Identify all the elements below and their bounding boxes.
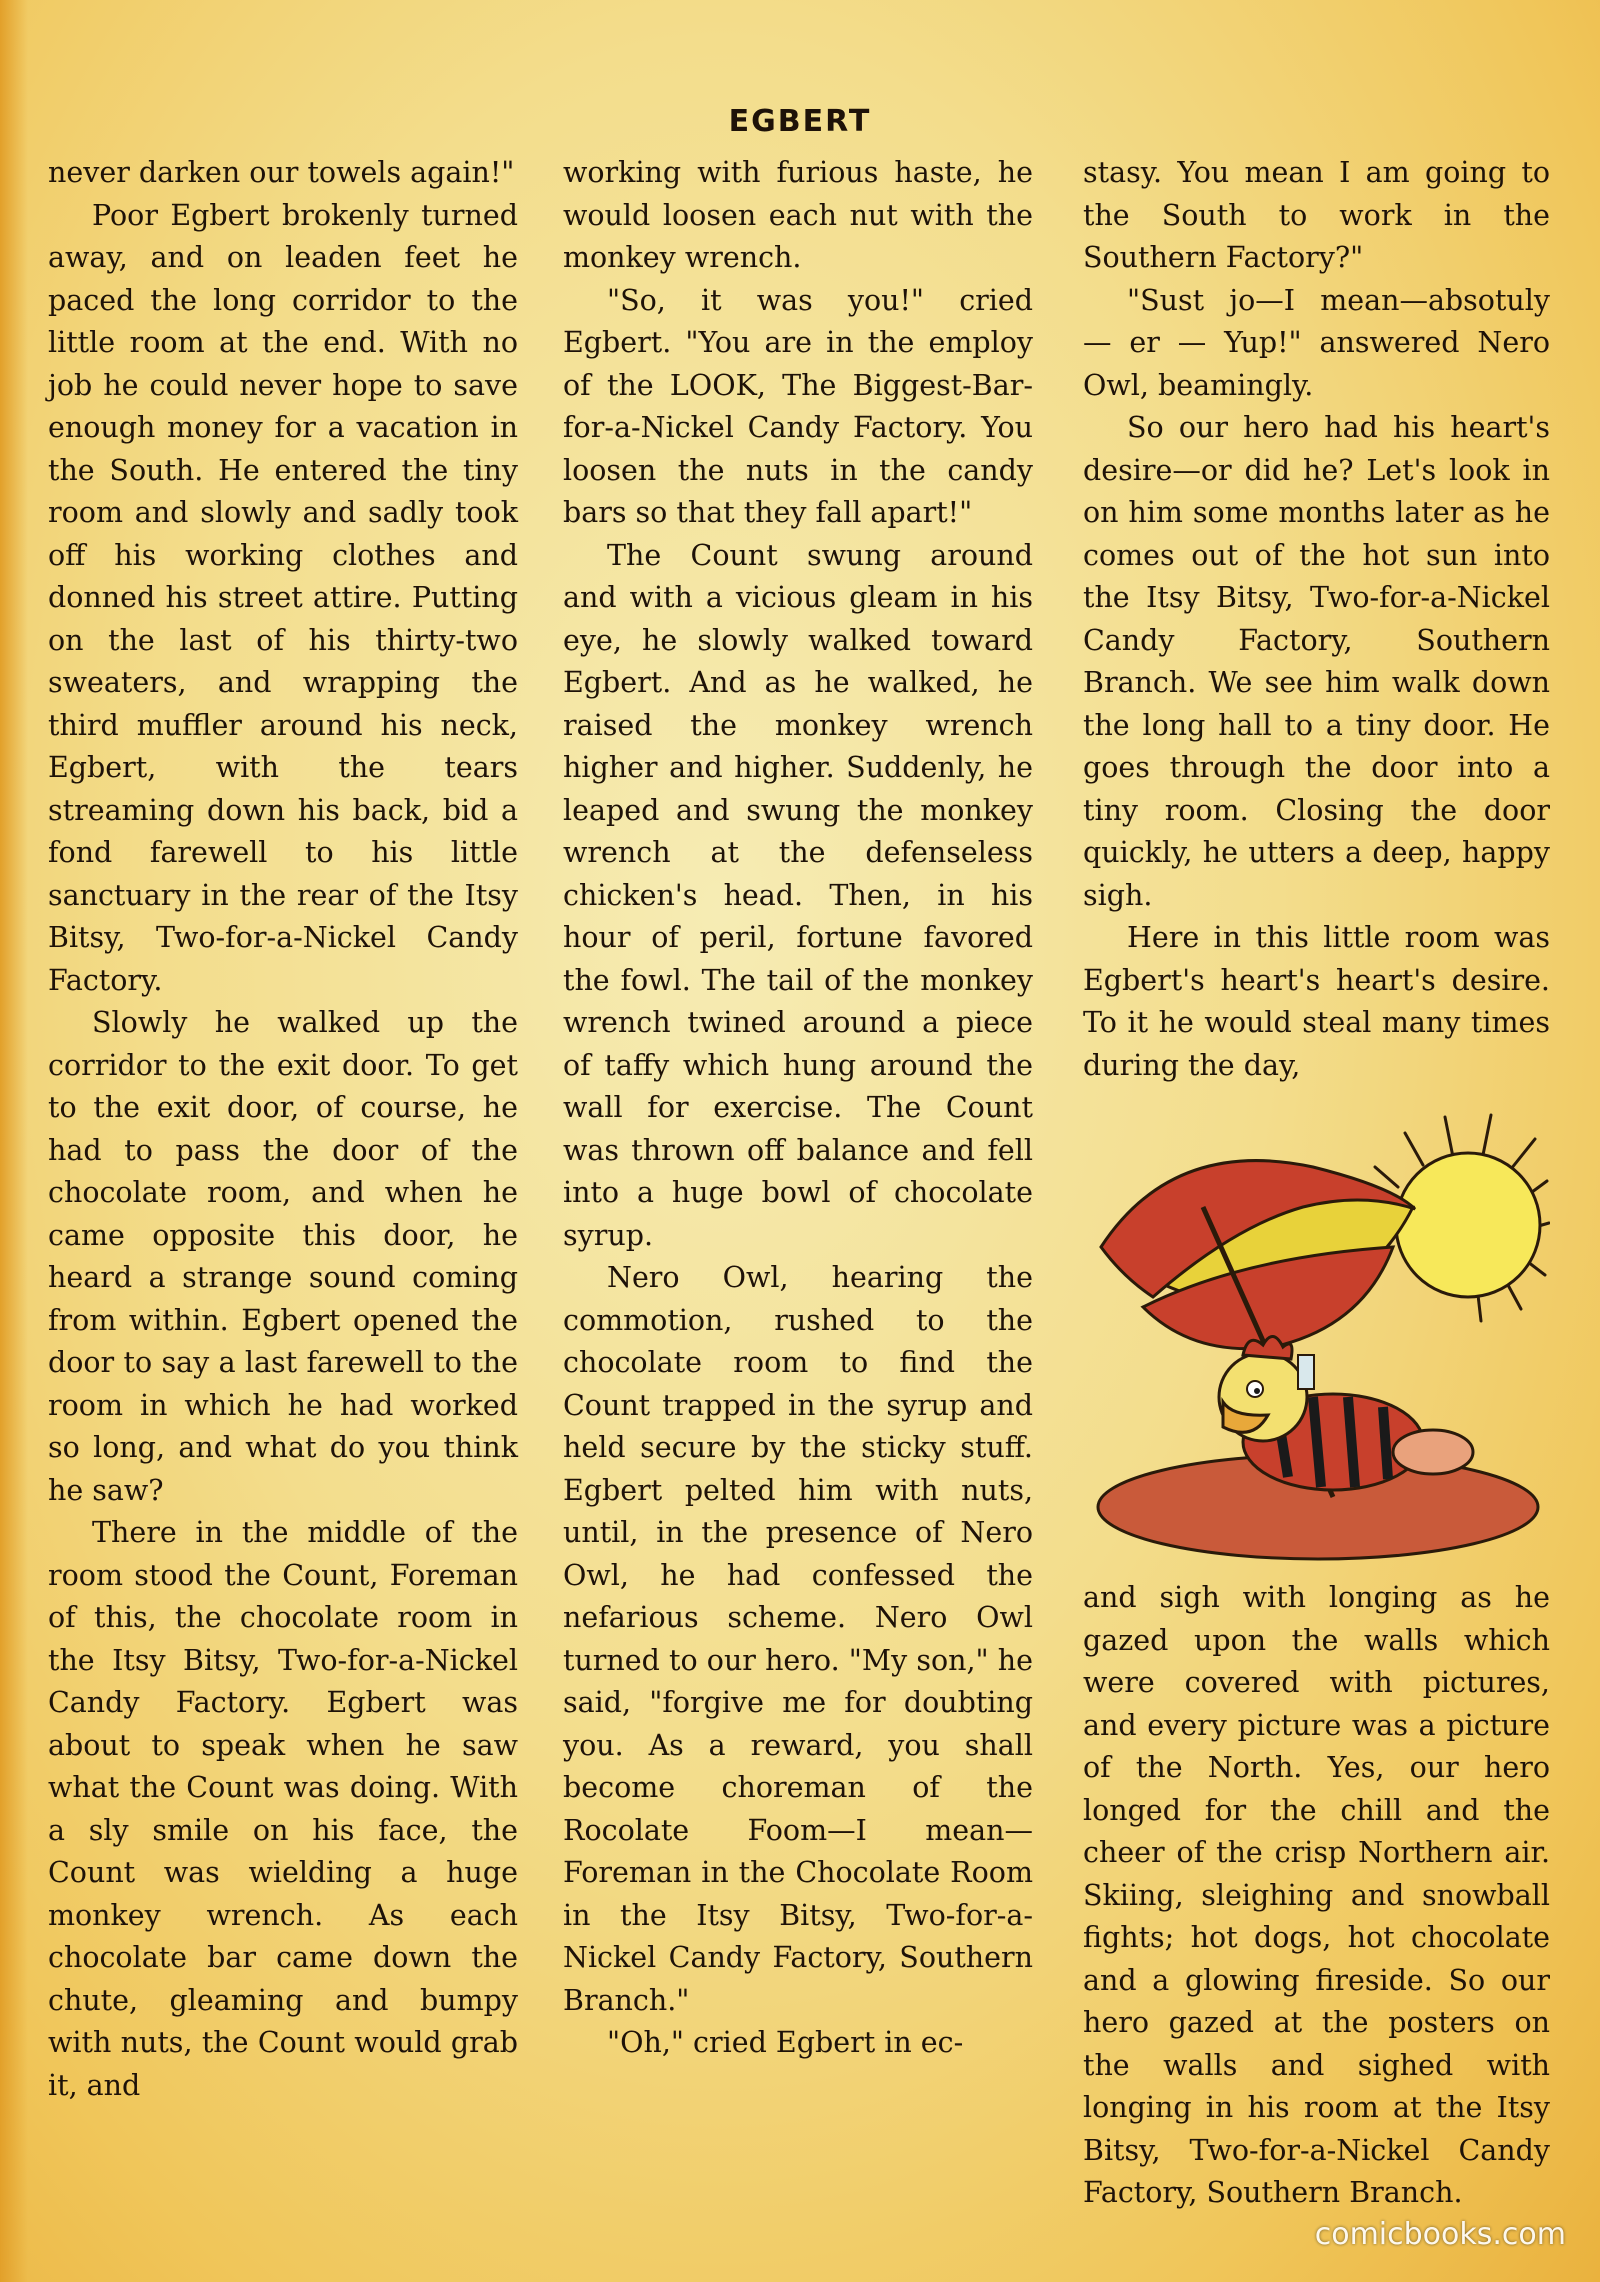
paragraph: working with furious haste, he would loosen each nut with the monkey wrench. [563,156,1033,274]
paragraph: Slowly he walked up the corridor to the exit door. To get to the exit door, of course, he had to pass the door of the chocolate room, and when he came opposite this door, he heard a strange sound coming from within. Egbert opened the door to say a last farewell to the room in which he had worked so long, and what do you think he saw? [48,1006,518,1507]
page-edge-shading [0,0,28,2282]
watermark-text: comicbooks.com [1314,2217,1566,2252]
egbert-umbrella-illustration [1083,1097,1550,1567]
paragraph: The Count swung around and with a vicious gleam in his eye, he slowly walked toward Egbert. And as he walked, he raised the monkey wrench higher and higher. Suddenly, he leaped and swung the monkey wrench at the defenseless chicken's head. Then, in his hour of peril, fortune favored the fowl. The tail of the monkey wrench twined around a piece of taffy which hung around the wall for exercise. The Count was thrown off balance and fell into a huge bowl of chocolate syrup. [563,538,1033,1252]
paragraph: So our hero had his heart's desire—or did he? Let's look in on him some months later as he comes out of the hot sun into the Itsy Bitsy, Two-for-a-Nickel Candy Factory, Southern Branch. We see him walk down the long hall to a tiny door. He goes through the door into a tiny room. Closing the door quickly, he utters a deep, happy sigh. [1083,411,1550,912]
paragraph: and sigh with longing as he gazed upon the walls which were covered with pictures, and every picture was a picture of the North. Yes, our hero longed for the chill and the cheer of the crisp Northern air. Skiing, sleighing and snowball fights; hot dogs, hot chocolate and a glowing fireside. So our hero gazed at the posters on the walls and sighed with longing in his room at the Itsy Bitsy, Two-for-a-Nickel Candy Factory, Southern Branch. [1083,1581,1550,2209]
sun-shape [1396,1153,1540,1297]
paragraph: Poor Egbert brokenly turned away, and on leaden feet he paced the long corridor to the little room at the end. With no job he could never hope to save enough money for a vacation in the South. He entered the tiny room and slowly and sadly took off his working clothes and donned his street attire. Putting on the last of his thirty-two sweaters, and wrapping the third muffler around his neck, Egbert, with the tears streaming down his back, bid a fond farewell to his little sanctuary in the rear of the Itsy Bitsy, Two-for-a-Nickel Candy Factory. [48,198,518,997]
paragraph: Here in this little room was Egbert's heart's heart's desire. To it he would steal many times during the day, [1083,921,1550,1082]
illustration-egbert-beach [1083,1097,1550,1567]
paragraph: "Oh," cried Egbert in ec- [607,2026,964,2059]
text-column-3 [1083,152,1550,2215]
text-column-2 [563,152,1033,2065]
paragraph: "So, it was you!" cried Egbert. "You are in the employ of the LOOK, The Biggest-Bar-for-a-Nickel Candy Factory. You loosen the nuts in the candy bars so that they fall apart!" [563,283,1033,529]
page-title: EGBERT [728,104,872,139]
paragraph: never darken our towels again!" [48,156,515,189]
paragraph: Nero Owl, hearing the commotion, rushed to the chocolate room to find the Count trapped in the syrup and held secure by the sticky stuff. Egbert pelted him with nuts, until, in the presence of Nero Owl, he had confessed the nefarious scheme. Nero Owl turned to our hero. "My son," he said, "forgive me for doubting you. As a reward, you shall become choreman of the Rocolate Foom—I mean—Foreman in the Chocolate Room in the Itsy Bitsy, Two-for-a-Nickel Candy Factory, Southern Branch." [563,1261,1033,2017]
drink-glass [1298,1355,1314,1389]
paragraph: "Sust jo—I mean—absotuly — er — Yup!" answered Nero Owl, beamingly. [1083,283,1550,402]
paragraph: There in the middle of the room stood the Count, Foreman of this, the chocolate room in the Itsy Bitsy, Two-for-a-Nickel Candy Factory. Egbert was about to speak when he saw what the Count was doing. With a sly smile on his face, the Count was wielding a huge monkey wrench. As each chocolate bar came down the chute, gleaming and bumpy with nuts, the Count would grab it, and [48,1516,518,2102]
paragraph: stasy. You mean I am going to the South to work in the Southern Factory?" [1083,156,1550,274]
text-column-1 [48,152,518,2107]
